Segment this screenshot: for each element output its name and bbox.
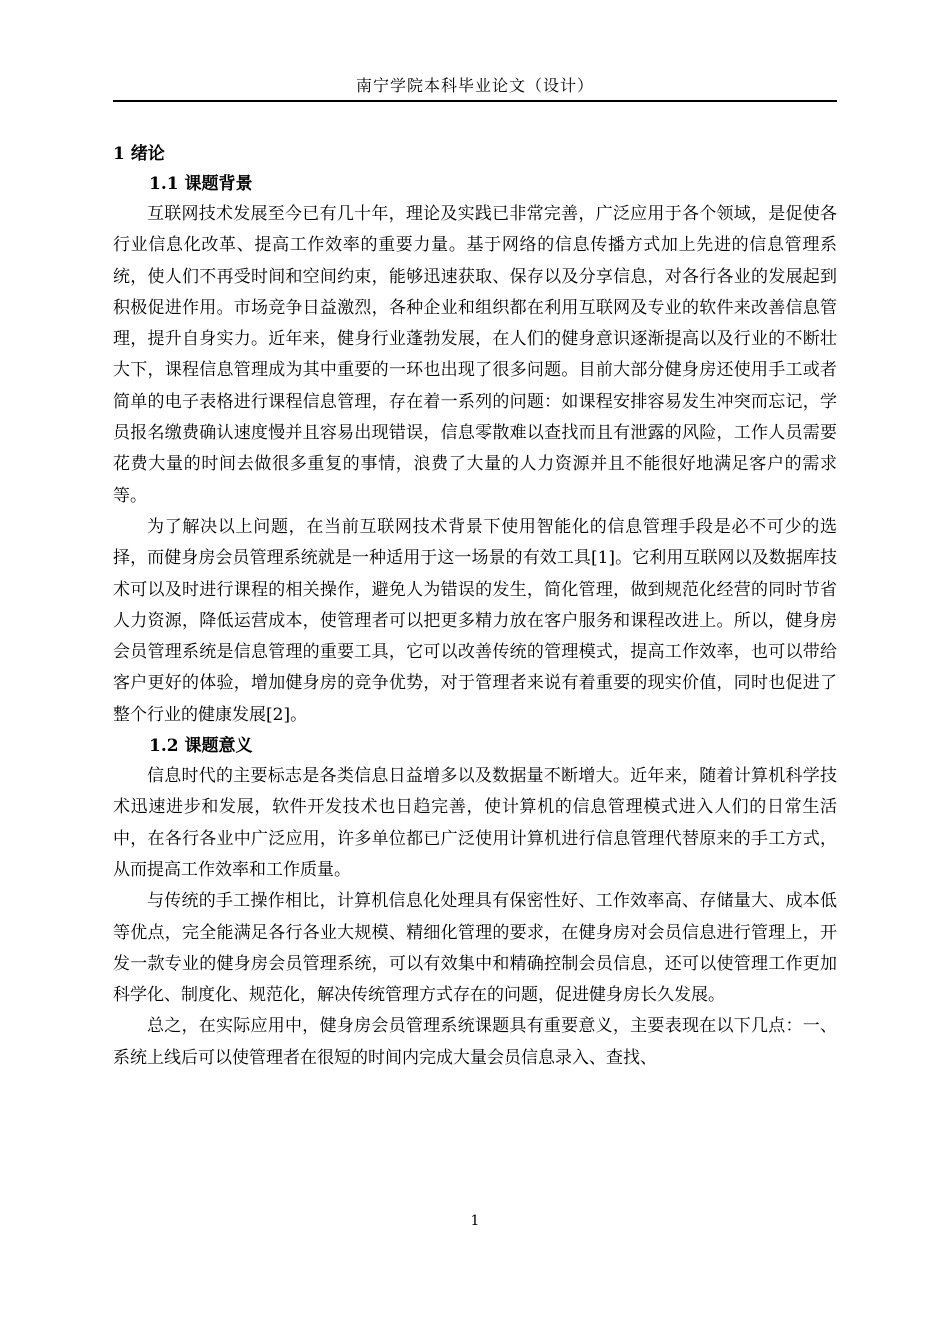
paragraph: 互联网技术发展至今已有几十年，理论及实践已非常完善，广泛应用于各个领域，是促使各行业信息化改革、提高工作效率的重要力量。基于网络的信息传播方式加上先进的信息管理系统，使人们不再受时间和空间约束，能够迅速获取、保存以及分享信息，对各行各业的发展起到积极促进作用。市场竞争日益激烈，各种企业和组织都在利用互联网及专业的软件来改善信息管理，提升自身实力。近年来，健身行业蓬勃发展，在人们的健身意识逐渐提高以及行业的不断壮大下，课程信息管理成为其中重要的一环也出现了很多问题。目前大部分健身房还使用手工或者简单的电子表格进行课程信息管理，存在着一系列的问题：如课程安排容易发生冲突而忘记，学员报名缴费确认速度慢并且容易出现错误，信息零散难以查找而且有泄露的风险，工作人员需要花费大量的时间去做很多重复的事情，浪费了大量的人力资源并且不能很好地满足客户的需求等。: [113, 204, 837, 506]
paragraph: 与传统的手工操作相比，计算机信息化处理具有保密性好、工作效率高、存储量大、成本低等优点，完全能满足各行各业大规模、精细化管理的要求，在健身房对会员信息进行管理上，开发一款专业的健身房会员管理系统，可以有效集中和精确控制会员信息，还可以使管理工作更加科学化、制度化、规范化，解决传统管理方式存在的问题，促进健身房长久发展。: [113, 891, 837, 1006]
header-divider: [113, 100, 837, 102]
chapter-heading: 1 绪论: [113, 144, 165, 164]
document-body: [113, 139, 837, 1074]
paragraph: 为了解决以上问题，在当前互联网技术背景下使用智能化的信息管理手段是必不可少的选择，而健身房会员管理系统就是一种适用于这一场景的有效工具[1]。它利用互联网以及数据库技术可以及时进行课程的相关操作，避免人为错误的发生，简化管理，做到规范化经营的同时节省人力资源，降低运营成本，使管理者可以把更多精力放在客户服务和课程改进上。所以，健身房会员管理系统是信息管理的重要工具，它可以改善传统的管理模式，提高工作效率，也可以带给客户更好的体验，增加健身房的竞争优势，对于管理者来说有着重要的现实价值，同时也促进了整个行业的健康发展[2]。: [113, 516, 837, 725]
page-number: 1: [470, 1213, 480, 1229]
paragraph: 信息时代的主要标志是各类信息日益增多以及数据量不断增大。近年来，随着计算机科学技术迅速进步和发展，软件开发技术也日趋完善，使计算机的信息管理模式进入人们的日常生活中，在各行各业中广泛应用，许多单位都已广泛使用计算机进行信息管理代替原来的手工方式，从而提高工作效率和工作质量。: [113, 766, 837, 880]
section-heading-significance: 1.2 课题意义: [149, 736, 253, 757]
page-header-title: 南宁学院本科毕业论文（设计）: [355, 76, 594, 95]
section-heading-background: 1.1 课题背景: [149, 174, 253, 194]
paragraph: 总之，在实际应用中，健身房会员管理系统课题具有重要意义，主要表现在以下几点：一、系统上线后可以使管理者在很短的时间内完成大量会员信息录入、查找、: [113, 1016, 837, 1068]
